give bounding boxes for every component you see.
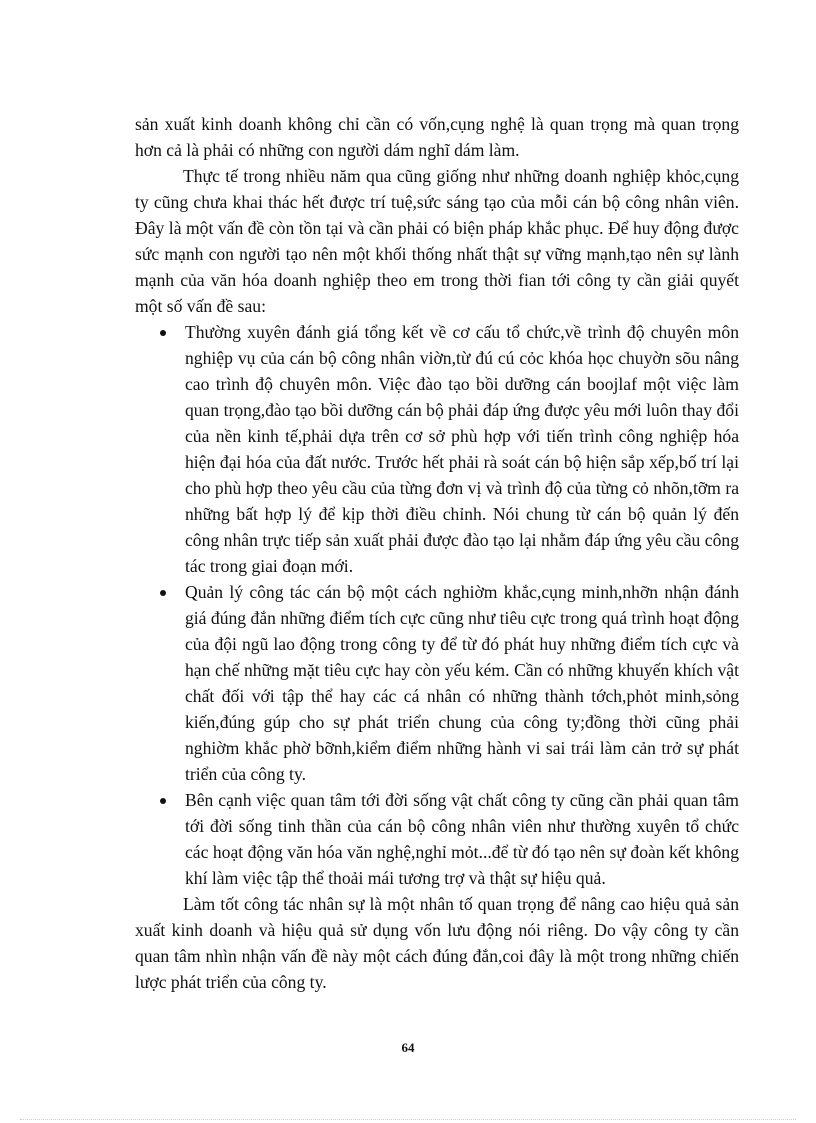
bullet-list bbox=[135, 319, 739, 891]
bullet-text: Quản lý công tác cán bộ một cách nghiờm khắc,cụng minh,nhỡn nhận đánh giá đúng đắn những điểm tích cực cũng như tiêu cực trong quá trình hoạt động của đội ngũ lao động trong công ty để từ đó phát huy những điểm tích cực và hạn chế những mặt tiêu cực hay còn yếu kém. Cần có những khuyến khích vật chất đối với tập thể hay các cá nhân có những thành tớch,phỏt minh,sỏng kiến,đúng gúp cho sự phát triển chung của công ty;đồng thời cũng phải nghiờm khắc phờ bỡnh,kiểm điểm những hành vi sai trái làm cản trở sự phát triển của công ty. bbox=[185, 582, 739, 784]
bullet-item-management bbox=[135, 579, 739, 787]
bullet-icon bbox=[160, 798, 166, 804]
bullet-text: Thường xuyên đánh giá tổng kết về cơ cấu tổ chức,về trình độ chuyên môn nghiệp vụ của cán bộ công nhân viờn,từ đú cú cỏc khóa học chuyờn sõu nâng cao trình độ chuyên môn. Việc đào tạo bồi dưỡng cán boojlaf một việc làm quan trọng,đào tạo bồi dưỡng cán bộ phải đáp ứng được yêu mới luôn thay đổi của nền kinh tế,phải dựa trên cơ sở phù hợp với tiến trình công nghiệp hóa hiện đại hóa của đất nước. Trước hết phải rà soát cán bộ hiện sắp xếp,bố trí lại cho phù hợp theo yêu cầu của từng đơn vị và trình độ của từng cỏ nhõn,tỡm ra những bất hợp lý để kịp thời điều chỉnh. Nói chung từ cán bộ quản lý đến công nhân trực tiếp sản xuất phải được đào tạo lại nhằm đáp ứng yêu cầu công tác trong giai đoạn mới. bbox=[185, 322, 739, 576]
page-number: 64 bbox=[401, 1040, 415, 1055]
intro-paragraph: sản xuất kinh doanh không chỉ cần có vốn,cụng nghệ là quan trọng mà quan trọng hơn cả là phải có những con người dám nghĩ dám làm. bbox=[135, 114, 739, 160]
bullet-icon bbox=[160, 590, 166, 596]
bullet-item-training bbox=[135, 319, 739, 579]
footer-divider bbox=[20, 1119, 796, 1120]
document-body bbox=[135, 111, 739, 995]
bullet-text: Bên cạnh việc quan tâm tới đời sống vật chất công ty cũng cần phải quan tâm tới đời sống tinh thần của cán bộ công nhân viên như thường xuyên tổ chức các hoạt động văn hóa văn nghệ,nghỉ mỏt...để từ đó tạo nên sự đoàn kết không khí làm việc tập thể thoải mái tương trợ và thật sự hiệu quả. bbox=[185, 790, 739, 888]
bullet-icon bbox=[160, 330, 166, 336]
paragraph-current-situation: Thực tế trong nhiều năm qua cũng giống như những doanh nghiệp khỏc,cụng ty cũng chưa khai thác hết được trí tuệ,sức sáng tạo của mỗi cán bộ công nhân viên. Đây là một vấn đề còn tồn tại và cần phải có biện pháp khắc phục. Để huy động được sức mạnh con người tạo nên một khối thống nhất thật sự vững mạnh,tạo nên sự lành mạnh của văn hóa doanh nghiệp theo em trong thời fian tới công ty cần giải quyết một số vấn đề sau: bbox=[135, 166, 739, 316]
bullet-item-spiritual-life bbox=[135, 787, 739, 891]
closing-paragraph: Làm tốt công tác nhân sự là một nhân tố quan trọng để nâng cao hiệu quả sản xuất kinh doanh và hiệu quả sử dụng vốn lưu động nói riêng. Do vậy công ty cần quan tâm nhìn nhận vấn đề này một cách đúng đắn,coi đây là một trong những chiến lược phát triển của công ty. bbox=[135, 894, 739, 992]
